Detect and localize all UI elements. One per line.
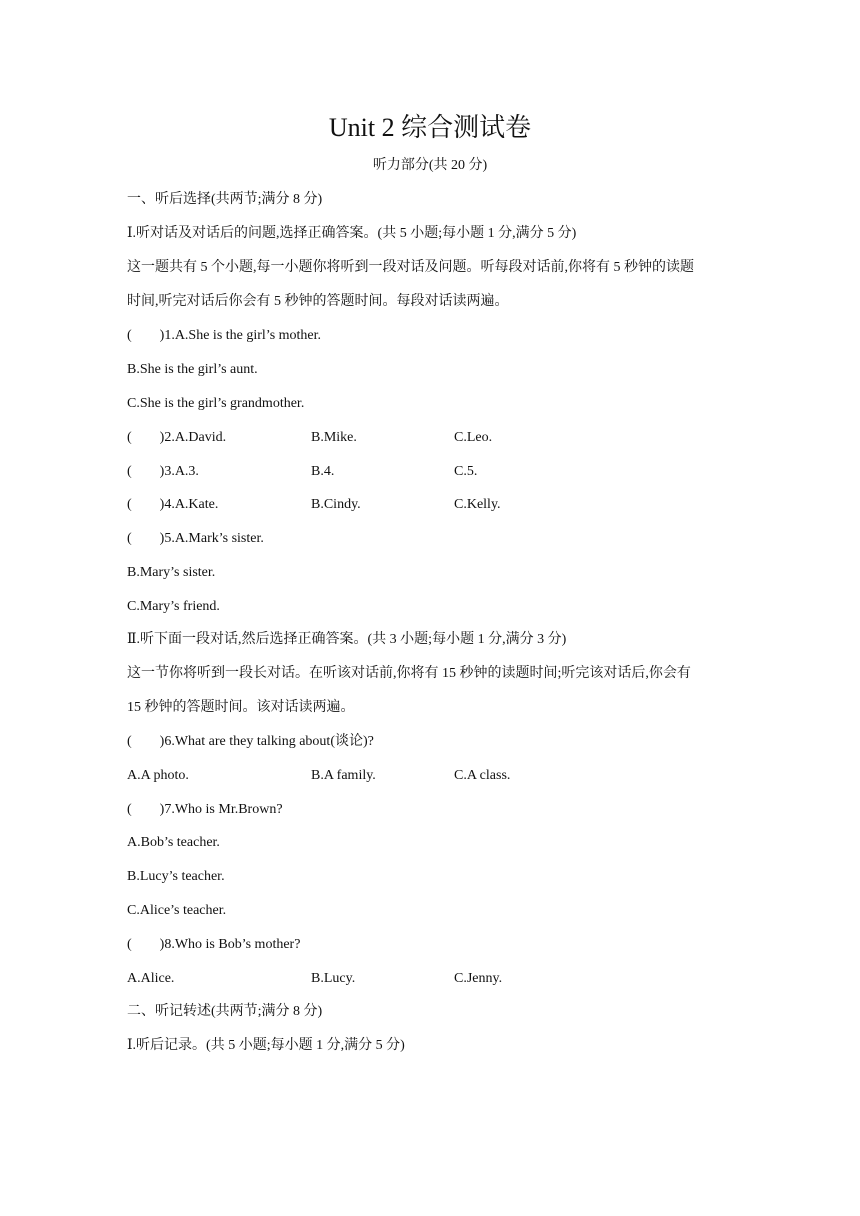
question-2-option-c: C.Leo.	[454, 430, 493, 445]
part2-section1-heading: Ⅰ.听后记录。(共 5 小题;每小题 1 分,满分 5 分)	[127, 1038, 405, 1053]
question-3-row	[127, 462, 747, 482]
question-5-stem: ( )5.A.Mark’s sister.	[127, 531, 264, 546]
part2-heading: 二、听记转述(共两节;满分 8 分)	[127, 1004, 323, 1019]
question-4-row	[127, 495, 747, 515]
question-6-option-b: B.A family.	[311, 768, 376, 783]
question-4-option-c: C.Kelly.	[454, 497, 501, 512]
question-6-option-c: C.A class.	[454, 768, 511, 783]
question-7-option-c: C.Alice’s teacher.	[127, 903, 227, 918]
question-6-option-a: A.A photo.	[127, 768, 189, 783]
question-6-options-row	[127, 766, 747, 786]
question-2-option-b: B.Mike.	[311, 430, 357, 445]
question-2-option-a: ( )2.A.David.	[127, 430, 227, 445]
question-4-option-b: B.Cindy.	[311, 497, 361, 512]
question-7-option-a: A.Bob’s teacher.	[127, 835, 220, 850]
question-7-stem: ( )7.Who is Mr.Brown?	[127, 802, 283, 817]
question-8-option-b: B.Lucy.	[311, 971, 356, 986]
question-1-stem: ( )1.A.She is the girl’s mother.	[127, 328, 322, 343]
question-3-option-a: ( )3.A.3.	[127, 464, 199, 479]
question-2-row	[127, 428, 747, 448]
question-5-option-c: C.Mary’s friend.	[127, 599, 220, 614]
question-3-option-b: B.4.	[311, 464, 335, 479]
section2-heading: Ⅱ.听下面一段对话,然后选择正确答案。(共 3 小题;每小题 1 分,满分 3 分)	[127, 632, 567, 647]
question-5-option-b: B.Mary’s sister.	[127, 565, 216, 580]
section2-instructions-line1: 这一节你将听到一段长对话。在听该对话前,你将有 15 秒钟的读题时间;听完该对话后,你会有	[127, 666, 691, 681]
question-7-option-b: B.Lucy’s teacher.	[127, 869, 225, 884]
section2-instructions-line2: 15 秒钟的答题时间。该对话读两遍。	[127, 700, 355, 715]
question-8-option-c: C.Jenny.	[454, 971, 503, 986]
question-6-stem: ( )6.What are they talking about(谈论)?	[127, 734, 374, 749]
section1-instructions-line2: 时间,听完对话后你会有 5 秒钟的答题时间。每段对话读两遍。	[127, 294, 509, 309]
question-8-options-row	[127, 969, 747, 989]
page-subtitle: 听力部分(共 20 分)	[372, 158, 488, 173]
question-4-option-a: ( )4.A.Kate.	[127, 497, 219, 512]
question-1-option-c: C.She is the girl’s grandmother.	[127, 396, 305, 411]
section1-instructions-line1: 这一题共有 5 个小题,每一小题你将听到一段对话及问题。听每段对话前,你将有 5 秒钟的读题	[127, 260, 694, 275]
question-8-stem: ( )8.Who is Bob’s mother?	[127, 937, 301, 952]
section1-heading: Ⅰ.听对话及对话后的问题,选择正确答案。(共 5 小题;每小题 1 分,满分 5 分)	[127, 226, 577, 241]
question-8-option-a: A.Alice.	[127, 971, 175, 986]
part1-heading: 一、听后选择(共两节;满分 8 分)	[127, 192, 323, 207]
question-3-option-c: C.5.	[454, 464, 478, 479]
page-title: Unit 2 综合测试卷	[328, 113, 532, 142]
question-1-option-b: B.She is the girl’s aunt.	[127, 362, 258, 377]
